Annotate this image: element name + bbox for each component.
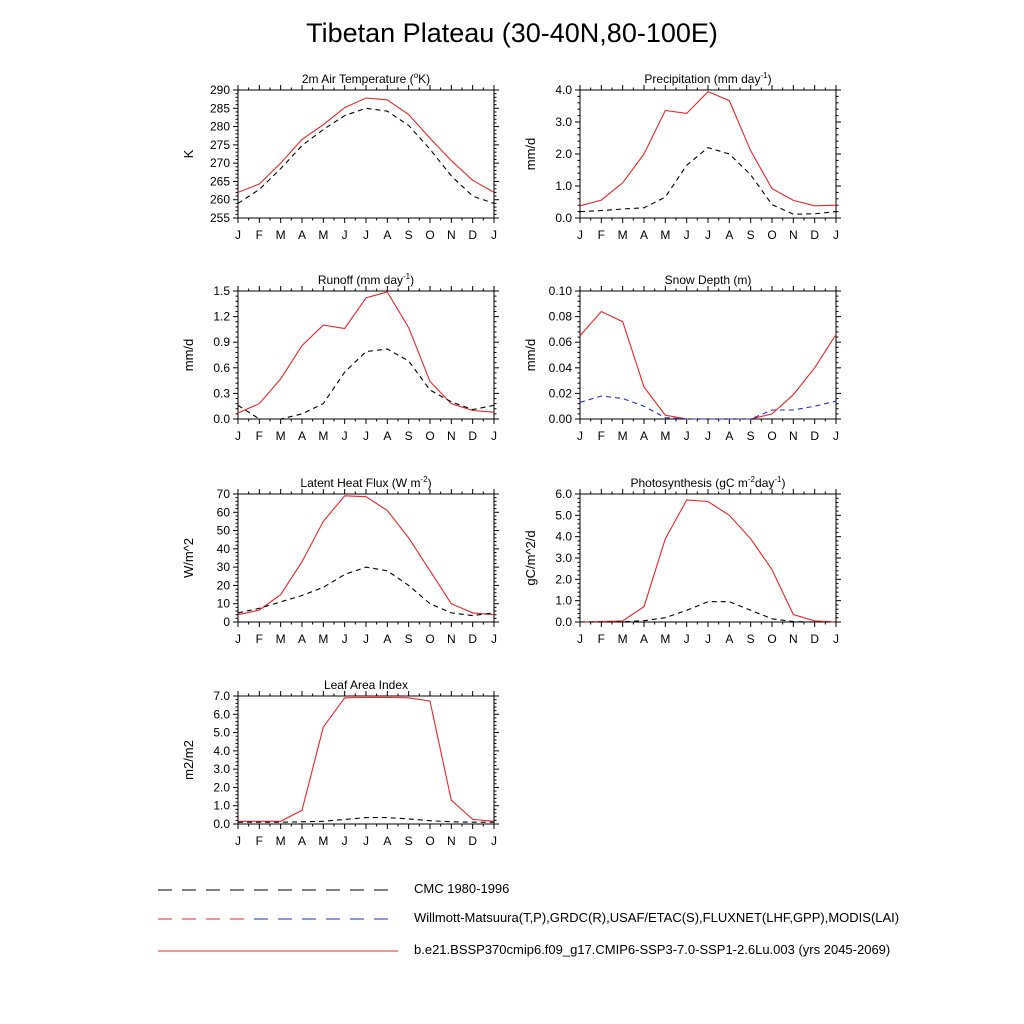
x-tick-label: M — [660, 632, 671, 646]
panel-title — [300, 475, 431, 490]
x-tick-label: J — [363, 228, 369, 242]
y-tick-label: 0.04 — [548, 360, 572, 375]
y-tick-label: 0.0 — [213, 412, 230, 426]
panel-title-part: -1 — [403, 272, 411, 281]
panel-title-part: ) — [427, 476, 432, 490]
x-tick-label: D — [468, 632, 478, 646]
x-tick-label: N — [446, 429, 456, 443]
panel-2 — [181, 272, 499, 443]
x-tick-label: M — [318, 429, 329, 443]
panel-title — [318, 272, 414, 287]
x-tick-label: O — [425, 834, 435, 848]
y-tick-label: 4.0 — [555, 83, 572, 97]
x-tick-label: J — [363, 429, 369, 443]
x-tick-label: J — [341, 228, 348, 242]
panel-title-part: ) — [781, 476, 786, 490]
x-tick-label: N — [788, 228, 798, 242]
x-tick-label: D — [810, 228, 820, 242]
x-tick-label: S — [404, 632, 413, 646]
y-tick-label: 3.0 — [213, 762, 230, 777]
x-tick-label: J — [235, 834, 241, 848]
legend-label-cmc: CMC 1980-1996 — [414, 881, 510, 896]
y-tick-label: 4.0 — [213, 743, 230, 758]
panel-0 — [181, 71, 499, 242]
plot-frame — [580, 291, 836, 419]
x-tick-label: M — [275, 429, 286, 443]
x-tick-label: N — [788, 429, 798, 443]
x-tick-label: A — [297, 834, 307, 848]
x-tick-label: J — [491, 632, 497, 646]
panel-title-part: o — [413, 71, 419, 80]
y-tick-label: 0.9 — [213, 335, 230, 350]
x-tick-label: S — [404, 228, 413, 242]
x-tick-label: J — [235, 632, 241, 646]
x-tick-label: D — [468, 834, 478, 848]
x-tick-label: A — [297, 228, 307, 242]
y-tick-label: 1.0 — [213, 798, 230, 813]
y-tick-label: 2.0 — [555, 147, 572, 161]
y-tick-label: 5.0 — [555, 508, 572, 523]
x-tick-label: J — [705, 228, 711, 242]
y-tick-label: 255 — [209, 211, 230, 225]
panel-title-part: K) — [418, 72, 431, 86]
panel-title-part: Leaf Area Index — [323, 678, 409, 692]
y-tick-label: 7.0 — [213, 689, 230, 703]
x-tick-label: D — [810, 429, 820, 443]
series-line-model — [580, 92, 836, 206]
x-tick-label: J — [491, 228, 497, 242]
x-tick-label: S — [404, 834, 413, 848]
x-tick-label: J — [577, 632, 583, 646]
panel-title-part: -2 — [747, 475, 756, 484]
panel-title-part: 2m Air Temperature ( — [301, 72, 414, 86]
x-tick-label: M — [660, 429, 671, 443]
x-tick-label: N — [446, 632, 456, 646]
panel-3 — [523, 273, 841, 443]
y-tick-label: 285 — [209, 101, 230, 116]
y-tick-label: 0.10 — [548, 284, 572, 298]
x-tick-label: O — [767, 228, 777, 242]
x-tick-label: J — [705, 429, 711, 443]
panel-title-part: -2 — [420, 475, 428, 484]
y-tick-label: 2.0 — [213, 780, 230, 795]
panel-title — [644, 71, 771, 86]
x-tick-label: J — [705, 632, 711, 646]
panel-title — [665, 273, 752, 287]
y-tick-label: 270 — [209, 156, 230, 171]
x-tick-label: J — [683, 429, 690, 443]
x-tick-label: F — [255, 429, 264, 443]
y-tick-label: 1.0 — [555, 179, 572, 193]
x-tick-label: S — [746, 228, 755, 242]
x-tick-label: J — [341, 429, 348, 443]
x-tick-label: F — [255, 834, 264, 848]
y-axis-label: gC/m^2/d — [523, 530, 538, 586]
y-tick-label: 0.0 — [213, 817, 230, 831]
legend-line-model — [158, 942, 398, 962]
panel-6 — [181, 678, 499, 848]
x-tick-label: O — [767, 429, 777, 443]
y-tick-label: 4.0 — [555, 529, 572, 544]
y-tick-label: 10 — [216, 596, 230, 611]
y-tick-label: 280 — [209, 119, 230, 134]
x-tick-label: A — [725, 429, 734, 443]
y-tick-label: 50 — [216, 523, 230, 538]
y-tick-label: 40 — [216, 541, 230, 556]
x-tick-label: J — [363, 632, 369, 646]
x-tick-label: D — [810, 632, 820, 646]
plot-frame — [580, 494, 836, 622]
x-tick-label: J — [235, 228, 241, 242]
y-axis-label: W/m^2 — [181, 537, 196, 579]
x-tick-label: A — [639, 228, 649, 242]
legend-label-model: b.e21.BSSP370cmip6.f09_g17.CMIP6-SSP3-7.0-SSP1-2.6Lu.003 (yrs 2045-2069) — [414, 942, 891, 957]
y-tick-label: 6.0 — [555, 487, 572, 501]
y-tick-label: 3.0 — [555, 115, 572, 129]
series-line-obs — [238, 567, 494, 616]
x-tick-label: A — [297, 429, 307, 443]
x-tick-label: J — [833, 429, 839, 443]
legend-line-obs — [158, 910, 398, 930]
x-tick-label: M — [617, 632, 628, 646]
x-tick-label: M — [617, 228, 628, 242]
legend-label-obs: Willmott-Matsuura(T,P),GRDC(R),USAF/ETAC(S),FLUXNET(LHF,GPP),MODIS(LAI) — [414, 910, 900, 925]
legend-entry-obs — [158, 910, 398, 930]
series-line-obs_blue — [580, 396, 836, 419]
panel-title-part: ) — [410, 273, 415, 287]
x-tick-label: J — [683, 228, 690, 242]
panel-title-part: Photosynthesis (gC m — [630, 476, 748, 490]
x-tick-label: D — [468, 228, 478, 242]
x-tick-label: A — [383, 429, 392, 443]
plot-frame — [580, 90, 836, 218]
x-tick-label: S — [404, 429, 413, 443]
x-tick-label: F — [255, 228, 264, 242]
panel-title — [302, 71, 430, 86]
y-tick-label: 70 — [216, 487, 230, 501]
x-tick-label: N — [446, 834, 456, 848]
y-tick-label: 0.06 — [548, 335, 572, 350]
legend-entry-cmc — [158, 881, 398, 901]
x-tick-label: O — [425, 429, 435, 443]
x-tick-label: F — [255, 632, 264, 646]
x-tick-label: N — [446, 228, 456, 242]
x-tick-label: N — [788, 632, 798, 646]
y-axis-label: K — [181, 149, 196, 159]
panel-title-part: Runoff (mm day — [317, 273, 404, 287]
x-tick-label: J — [577, 429, 583, 443]
x-tick-label: A — [639, 632, 649, 646]
panel-title-part: Precipitation (mm day — [644, 72, 761, 86]
panel-title — [324, 678, 408, 692]
series-line-obs — [238, 108, 494, 203]
y-tick-label: 60 — [216, 505, 230, 520]
panel-1 — [523, 71, 841, 242]
y-tick-label: 0.00 — [548, 412, 572, 426]
x-tick-label: F — [597, 429, 606, 443]
y-tick-label: 0.02 — [548, 386, 572, 401]
panel-title-part: day — [755, 476, 775, 490]
panel-title — [631, 475, 786, 490]
y-axis-label: mm/d — [523, 338, 538, 372]
x-tick-label: O — [767, 632, 777, 646]
y-tick-label: 20 — [216, 578, 230, 593]
y-axis-label: mm/d — [523, 137, 538, 171]
x-tick-label: M — [275, 834, 286, 848]
x-tick-label: J — [491, 834, 497, 848]
x-tick-label: J — [341, 632, 348, 646]
series-line-obs — [580, 602, 836, 622]
panel-title-part: Snow Depth (m) — [664, 273, 752, 287]
y-axis-label: m2/m2 — [181, 740, 196, 780]
plot-frame — [238, 90, 494, 218]
x-tick-label: O — [425, 228, 435, 242]
x-tick-label: J — [363, 834, 369, 848]
x-tick-label: M — [318, 632, 329, 646]
y-axis-label: mm/d — [181, 338, 196, 372]
y-tick-label: 1.0 — [555, 593, 572, 608]
y-tick-label: 265 — [209, 174, 230, 189]
x-tick-label: J — [683, 632, 690, 646]
x-tick-label: A — [297, 632, 307, 646]
y-tick-label: 0.08 — [548, 309, 572, 324]
legend-entry-model — [158, 942, 398, 962]
panel-title-part: -1 — [760, 71, 768, 80]
x-tick-label: F — [597, 632, 606, 646]
x-tick-label: M — [617, 429, 628, 443]
x-tick-label: J — [341, 834, 348, 848]
y-tick-label: 260 — [209, 192, 230, 207]
panel-5 — [523, 475, 841, 646]
panel-title-part: Latent Heat Flux (W m — [300, 476, 421, 490]
series-line-model — [580, 312, 836, 420]
x-tick-label: M — [318, 228, 329, 242]
y-tick-label: 0.0 — [555, 615, 572, 629]
x-tick-label: A — [725, 632, 734, 646]
x-tick-label: O — [425, 632, 435, 646]
plot-frame — [238, 696, 494, 824]
x-tick-label: J — [833, 228, 839, 242]
y-tick-label: 5.0 — [213, 725, 230, 740]
series-line-model — [238, 98, 494, 192]
y-tick-label: 2.0 — [555, 572, 572, 587]
x-tick-label: J — [235, 429, 241, 443]
series-line-model — [238, 292, 494, 413]
y-tick-label: 6.0 — [213, 707, 230, 722]
series-line-model — [238, 698, 494, 822]
x-tick-label: J — [833, 632, 839, 646]
x-tick-label: F — [597, 228, 606, 242]
y-tick-label: 0.3 — [213, 386, 230, 401]
x-tick-label: M — [660, 228, 671, 242]
series-line-obs — [580, 148, 836, 215]
x-tick-label: A — [383, 632, 392, 646]
x-tick-label: D — [468, 429, 478, 443]
x-tick-label: M — [318, 834, 329, 848]
y-tick-label: 1.2 — [213, 309, 230, 324]
panel-title-part: -1 — [774, 475, 782, 484]
x-tick-label: A — [639, 429, 649, 443]
x-tick-label: M — [275, 632, 286, 646]
x-tick-label: A — [383, 228, 392, 242]
series-line-model — [580, 500, 836, 622]
panel-4 — [181, 475, 499, 646]
panel-title-part: ) — [767, 72, 772, 86]
legend-line-cmc — [158, 881, 398, 901]
x-tick-label: A — [725, 228, 734, 242]
y-tick-label: 290 — [209, 83, 230, 97]
plot-frame — [238, 291, 494, 419]
y-tick-label: 0.0 — [555, 211, 572, 225]
y-tick-label: 3.0 — [555, 551, 572, 565]
y-tick-label: 0 — [223, 615, 230, 629]
series-line-model — [238, 496, 494, 615]
x-tick-label: J — [577, 228, 583, 242]
x-tick-label: S — [746, 632, 755, 646]
x-tick-label: J — [491, 429, 497, 443]
y-tick-label: 1.5 — [213, 284, 230, 298]
x-tick-label: A — [383, 834, 392, 848]
x-tick-label: M — [275, 228, 286, 242]
y-tick-label: 0.6 — [213, 360, 230, 375]
x-tick-label: S — [746, 429, 755, 443]
y-tick-label: 275 — [209, 137, 230, 152]
page-title: Tibetan Plateau (30-40N,80-100E) — [306, 18, 718, 48]
y-tick-label: 30 — [216, 560, 230, 575]
